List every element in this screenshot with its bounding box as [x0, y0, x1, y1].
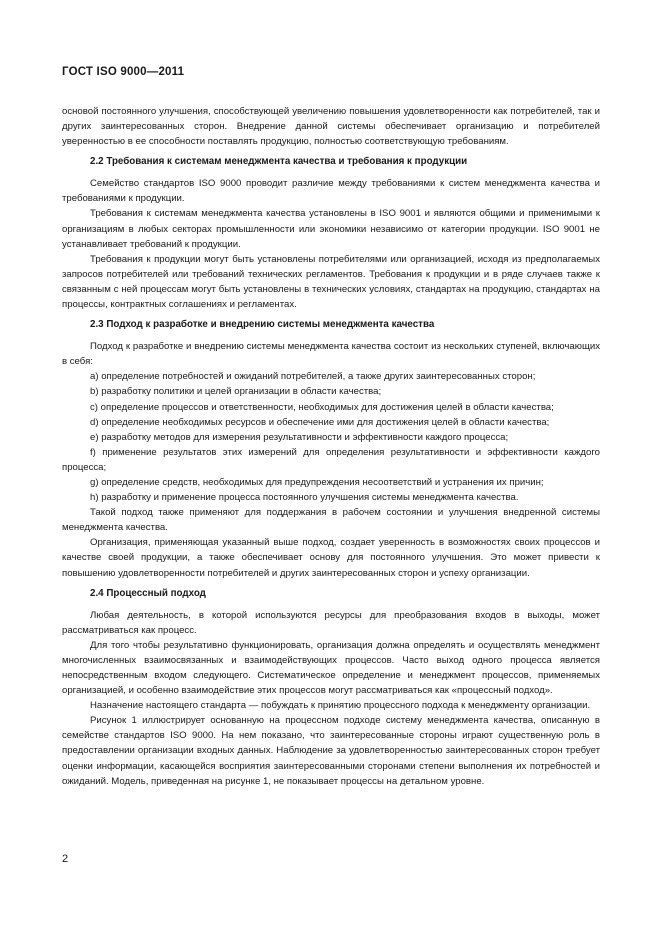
- section-2-4-paragraph: Любая деятельность, в которой используются ресурсы для преобразования входов в выходы, может рассматриваться как процесс.: [62, 609, 600, 636]
- section-2-3-paragraph: Такой подход также применяют для поддержания в рабочем состоянии и улучшения внедренной системы менеджмента качества.: [62, 507, 600, 534]
- section-2-2-heading: 2.2 Требования к системам менеджмента качества и требования к продукции: [90, 156, 468, 168]
- list-item: d) определение необходимых ресурсов и обеспечение ими для достижения целей в области качества;: [90, 416, 550, 428]
- list-item: g) определение средств, необходимых для предупреждения несоответствий и устранения их причин;: [90, 476, 544, 488]
- list-item: h) разработку и применение процесса постоянного улучшения системы менеджмента качества.: [90, 492, 519, 504]
- section-2-4-paragraph: Рисунок 1 иллюстрирует основанную на процессном подходе систему менеджмента качества, описанную в семействе стандартов ISO 9000. На нем показано, что заинтересованные стороны играют существенную роль в предоставлении организации входных данных. Наблюдение за удовлетворенностью заинтересованных сторон требует оценки информации, касающейся восприятия заинтересованными сторонами степени выполнения их потребностей и ожиданий. Модель, приведенная на рисунке 1, не показывает процессы на детальном уровне.: [62, 715, 600, 787]
- list-item: e) разработку методов для измерения результативности и эффективности каждого процесса;: [90, 431, 509, 443]
- intro-paragraph: основой постоянного улучшения, способствующей увеличению повышения удовлетворенности как потребителей, так и других заинтересованных сторон. Внедрение данной системы обеспечивает организацию и потребителей уверенностью в ее способности поставлять продукцию, полностью соответствующую требованиям.: [62, 106, 600, 148]
- section-2-2-paragraph: Семейство стандартов ISO 9000 проводит различие между требованиями к систем менеджмента качества и требованиями к продукции.: [62, 178, 600, 205]
- document-page: [62, 66, 600, 789]
- page-number: 2: [62, 853, 69, 865]
- list-item: b) разработку политики и целей организации в области качества;: [90, 386, 382, 398]
- section-2-2-paragraph: Требования к продукции могут быть установлены потребителями или организацией, исходя из предполагаемых запросов потребителей или требований технических регламентов. Требования к продукции и в ряде случаев также к связанным с ней процессам могут быть установлены в технических условиях, стандартах на продукцию, стандартах на процессы, контрактных соглашениях и регламентах.: [62, 253, 600, 311]
- section-2-4-paragraph: Назначение настоящего стандарта — побуждать к принятию процессного подхода к менеджменту организации.: [90, 700, 591, 712]
- list-item: c) определение процессов и ответственности, необходимых для достижения целей в области качества;: [90, 401, 554, 413]
- section-2-3-paragraph: Организация, применяющая указанный выше подход, создает уверенность в возможностях своих процессов и качестве своей продукции, а также обеспечивает основу для постоянного улучшения. Это может привести к повышению удовлетворенности потребителей и других заинтересованных сторон и успеху организации.: [62, 537, 600, 579]
- section-2-4-heading: 2.4 Процессный подход: [90, 587, 206, 599]
- standard-header: ГОСТ ISO 9000—2011: [62, 66, 185, 78]
- list-item: а) определение потребностей и ожиданий потребителей, а также других заинтересованных сторон;: [90, 371, 536, 383]
- list-item: f) применение результатов этих измерений для определения результативности и эффективности каждого процесса;: [62, 446, 600, 473]
- section-2-3-heading: 2.3 Подход к разработке и внедрению системы менеджмента качества: [90, 319, 435, 331]
- section-2-2-paragraph: Требования к системам менеджмента качества установлены в ISO 9001 и являются общими и применимыми к организациям в любых секторах промышленности или экономики независимо от категории продукции. ISO 9001 не устанавливает требований к продукции.: [62, 208, 600, 250]
- section-2-3-paragraph: Подход к разработке и внедрению системы менеджмента качества состоит из нескольких ступеней, включающих в себя:: [62, 341, 600, 368]
- section-2-4-paragraph: Для того чтобы результативно функционировать, организация должна определять и осуществлять менеджмент многочисленных взаимосвязанных и взаимодействующих процессов. Часто выход одного процесса является непосредственным входом следующего. Систематическое определение и менеджмент процессов, применяемых организацией, и особенно взаимодействие этих процессов могут рассматриваться как «процессный подход».: [62, 639, 600, 697]
